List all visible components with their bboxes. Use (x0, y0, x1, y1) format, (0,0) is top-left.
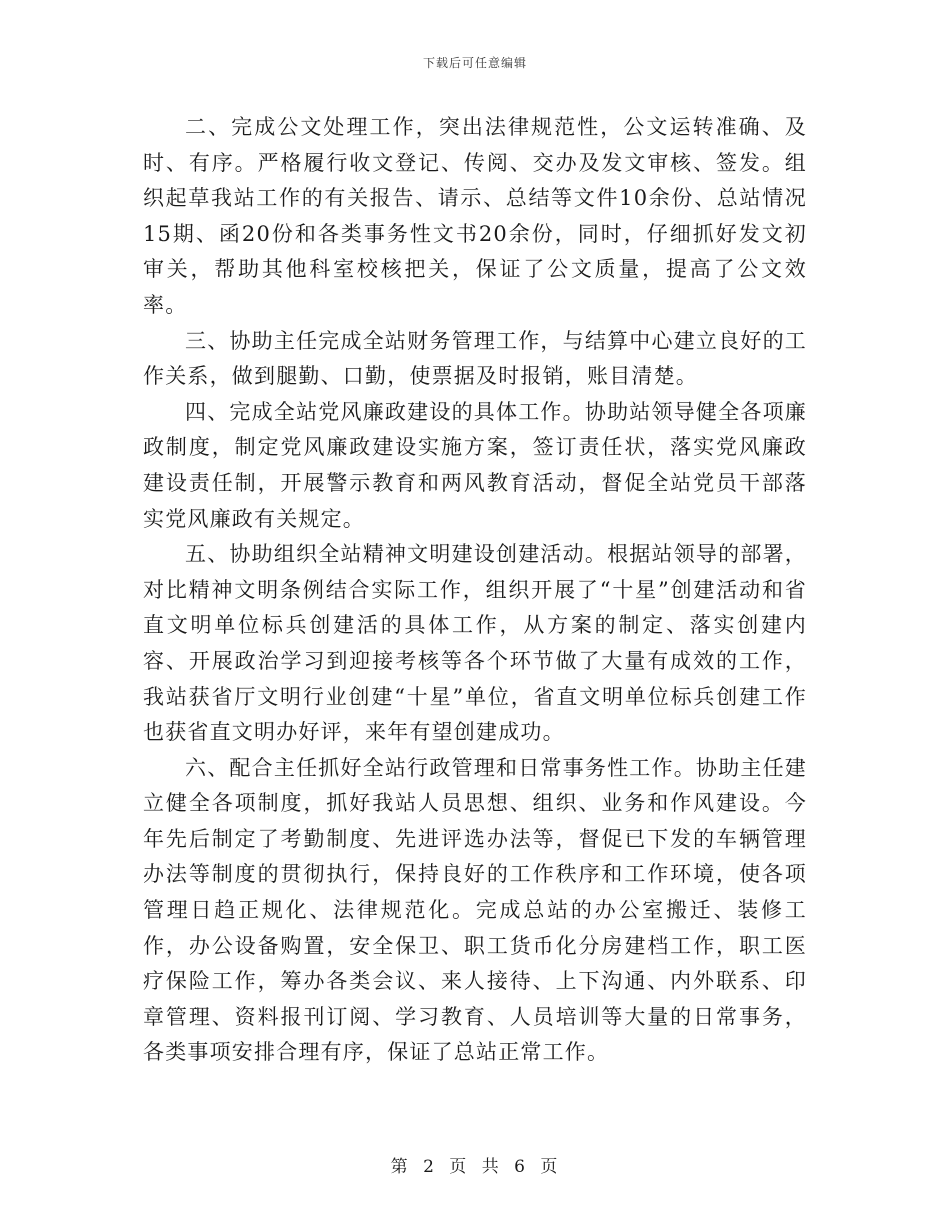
page-header: 下载后可任意编辑 (422, 56, 527, 70)
paragraph-2: 二、完成公文处理工作，突出法律规范性，公文运转准确、及时、有序。严格履行收文登记、传阅、交办及发文审核、签发。组织起草我站工作的有关报告、请示、总结等文件10余份、总站情况15期、函20份和各类事务性文书20余份，同时，仔细抓好发文初审关，帮助其他科室校核把关，保证了公文质量，提高了公文效率。 (143, 115, 807, 317)
paragraph-6: 六、配合主任抓好全站行政管理和日常事务性工作。协助主任建立健全各项制度，抓好我站人员思想、组织、业务和作风建设。今年先后制定了考勤制度、先进评选办法等，督促已下发的车辆管理办法等制度的贯彻执行，保持良好的工作秩序和工作环境，使各项管理日趋正规化、法律规范化。完成总站的办公室搬迁、装修工作，办公设备购置，安全保卫、职工货币化分房建档工作，职工医疗保险工作，筹办各类会议、来人接待、上下沟通、内外联系、印章管理、资料报刊订阅、学习教育、人员培训等大量的日常事务，各类事项安排合理有序，保证了总站正常工作。 (143, 755, 807, 1065)
paragraph-4: 四、完成全站党风廉政建设的具体工作。协助站领导健全各项廉政制度，制定党风廉政建设实施方案，签订责任状，落实党风廉政建设责任制，开展警示教育和两风教育活动，督促全站党员干部落实党风廉政有关规定。 (143, 399, 807, 531)
document-body (143, 110, 807, 1071)
page-number-footer: 第 2 页 共 6 页 (390, 1157, 560, 1177)
paragraph-5: 五、协助组织全站精神文明建设创建活动。根据站领导的部署，对比精神文明条例结合实际工作，组织开展了“十星”创建活动和省直文明单位标兵创建活的具体工作，从方案的制定、落实创建内容、开展政治学习到迎接考核等各个环节做了大量有成效的工作，我站获省厅文明行业创建“十星”单位，省直文明单位标兵创建工作也获省直文明办好评，来年有望创建成功。 (143, 542, 807, 745)
paragraph-3: 三、协助主任完成全站财务管理工作，与结算中心建立良好的工作关系，做到腿勤、口勤，使票据及时报销，账目清楚。 (143, 328, 807, 389)
